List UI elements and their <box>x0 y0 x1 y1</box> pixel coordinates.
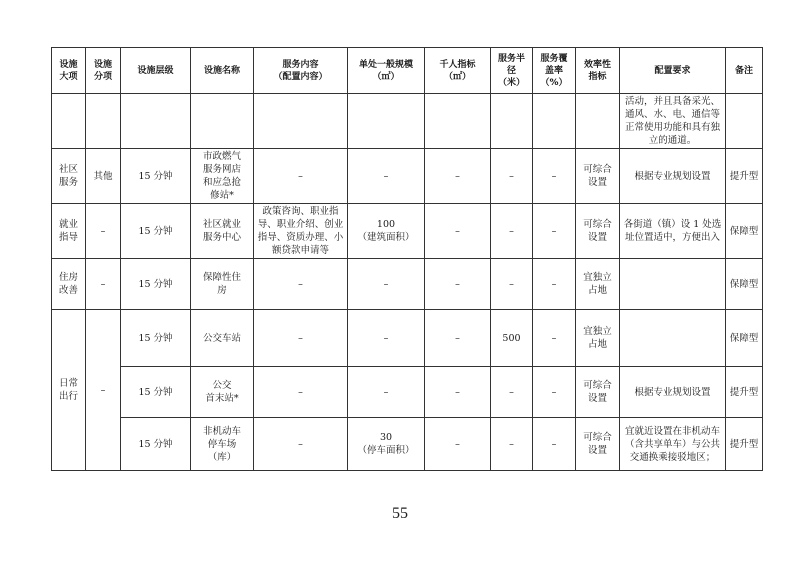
cell-level: 15 分钟 <box>121 367 191 418</box>
cell-radius: – <box>491 259 533 310</box>
cell-efficiency: 可综合 设置 <box>576 149 620 204</box>
cell-coverage: – <box>533 418 576 471</box>
cell-per-thousand: – <box>425 149 491 204</box>
cell-config: 根据专业规划设置 <box>620 149 726 204</box>
cell-empty <box>726 94 763 149</box>
cell-subcategory: – <box>86 310 121 471</box>
header-note: 备注 <box>726 48 763 94</box>
cell-empty <box>491 94 533 149</box>
header-category: 设施 大项 <box>52 48 86 94</box>
cell-category: 社区 服务 <box>52 149 86 204</box>
cell-level: 15 分钟 <box>121 259 191 310</box>
header-name: 设施名称 <box>191 48 254 94</box>
cell-scale: – <box>348 259 425 310</box>
cell-level: 15 分钟 <box>121 204 191 259</box>
cell-level: 15 分钟 <box>121 310 191 367</box>
cell-per-thousand: – <box>425 204 491 259</box>
cell-subcategory: 其他 <box>86 149 121 204</box>
cell-scale: – <box>348 149 425 204</box>
cell-efficiency: 宜独立 占地 <box>576 259 620 310</box>
cell-efficiency: 可综合 设置 <box>576 367 620 418</box>
cell-empty <box>576 94 620 149</box>
cell-coverage: – <box>533 149 576 204</box>
cell-note: 保障型 <box>726 310 763 367</box>
page-number: 55 <box>392 505 408 522</box>
cell-radius: – <box>491 149 533 204</box>
cell-per-thousand: – <box>425 259 491 310</box>
cell-empty <box>86 94 121 149</box>
header-subcategory: 设施 分项 <box>86 48 121 94</box>
table-header-row <box>52 48 763 94</box>
cell-note: 保障型 <box>726 204 763 259</box>
header-efficiency: 效率性 指标 <box>576 48 620 94</box>
cell-content: 政策咨询、职业指导、职业介绍、创业指导、资质办理、小额贷款申请等 <box>254 204 348 259</box>
cell-radius: – <box>491 418 533 471</box>
cell-efficiency: 宜独立 占地 <box>576 310 620 367</box>
cell-name: 非机动车 停车场 （库） <box>191 418 254 471</box>
cell-subcategory: – <box>86 259 121 310</box>
header-radius: 服务半 径 （米） <box>491 48 533 94</box>
cell-empty <box>52 94 86 149</box>
cell-content: – <box>254 418 348 471</box>
header-scale: 单处一般规模 （㎡） <box>348 48 425 94</box>
table-row <box>52 149 763 204</box>
table-row <box>52 204 763 259</box>
cell-name: 社区就业 服务中心 <box>191 204 254 259</box>
cell-coverage: – <box>533 259 576 310</box>
table-row <box>52 259 763 310</box>
cell-note: 提升型 <box>726 367 763 418</box>
cell-radius: – <box>491 367 533 418</box>
cell-config <box>620 310 726 367</box>
cell-config: 活动，并且具备采光、通风、水、电、通信等正常使用功能和具有独立的通道。 <box>620 94 726 149</box>
table-row <box>52 310 763 367</box>
cell-scale: – <box>348 310 425 367</box>
cell-scale: – <box>348 367 425 418</box>
cell-scale: 30 （停车面积） <box>348 418 425 471</box>
cell-note: 提升型 <box>726 149 763 204</box>
cell-category: 住房 改善 <box>52 259 86 310</box>
cell-level: 15 分钟 <box>121 418 191 471</box>
cell-config: 根据专业规划设置 <box>620 367 726 418</box>
cell-radius: 500 <box>491 310 533 367</box>
cell-category: 就业 指导 <box>52 204 86 259</box>
cell-scale: 100 （建筑面积） <box>348 204 425 259</box>
cell-content: – <box>254 149 348 204</box>
header-coverage: 服务覆 盖率 （%） <box>533 48 576 94</box>
cell-empty <box>348 94 425 149</box>
cell-content: – <box>254 310 348 367</box>
cell-per-thousand: – <box>425 310 491 367</box>
header-per-thousand: 千人指标 （㎡） <box>425 48 491 94</box>
cell-config: 各街道（镇）设 1 处选址位置适中，方便出入 <box>620 204 726 259</box>
cell-empty <box>533 94 576 149</box>
cell-empty <box>254 94 348 149</box>
cell-name: 公交车站 <box>191 310 254 367</box>
cell-empty <box>425 94 491 149</box>
cell-content: – <box>254 367 348 418</box>
table-row <box>52 94 763 149</box>
cell-efficiency: 可综合 设置 <box>576 204 620 259</box>
cell-config: 宜就近设置在非机动车（含共享单车）与公共交通换乘接驳地区； <box>620 418 726 471</box>
cell-empty <box>191 94 254 149</box>
table-row <box>52 367 763 418</box>
cell-name: 保障性住 房 <box>191 259 254 310</box>
facility-table <box>51 47 763 471</box>
cell-name: 公交 首末站* <box>191 367 254 418</box>
cell-note: 保障型 <box>726 259 763 310</box>
cell-coverage: – <box>533 367 576 418</box>
cell-note: 提升型 <box>726 418 763 471</box>
cell-empty <box>121 94 191 149</box>
cell-efficiency: 可综合 设置 <box>576 418 620 471</box>
cell-config <box>620 259 726 310</box>
header-config: 配置要求 <box>620 48 726 94</box>
cell-coverage: – <box>533 204 576 259</box>
cell-content: – <box>254 259 348 310</box>
cell-category: 日常 出行 <box>52 310 86 471</box>
cell-subcategory: – <box>86 204 121 259</box>
header-level: 设施层级 <box>121 48 191 94</box>
cell-level: 15 分钟 <box>121 149 191 204</box>
table-row <box>52 418 763 471</box>
cell-per-thousand: – <box>425 418 491 471</box>
header-content: 服务内容 （配置内容） <box>254 48 348 94</box>
cell-name: 市政燃气 服务网店 和应急抢 修站* <box>191 149 254 204</box>
cell-radius: – <box>491 204 533 259</box>
cell-coverage: – <box>533 310 576 367</box>
cell-per-thousand: – <box>425 367 491 418</box>
